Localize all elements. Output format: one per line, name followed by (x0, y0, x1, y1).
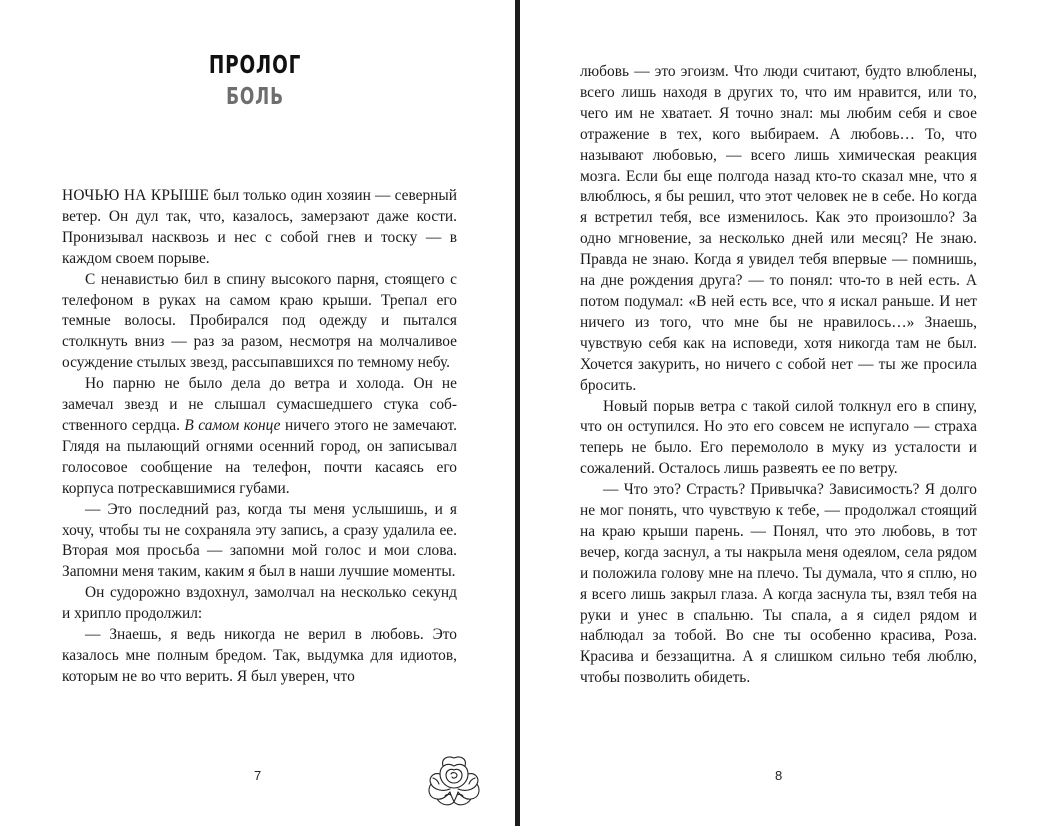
paragraph-text: ничего этого не замечают. Глядя на пылающий огнями осенний город, он записывал голосовое сообщение на телефон, почти касаясь его корпуса потрескавшимися губами. (62, 416, 457, 497)
page-number: 8 (775, 768, 783, 783)
paragraph: любовь — это эгоизм. Что люди считают, будто влюблены, всего лишь находя в других то, что им нравится, или то, чего им не хватает. Я точно знал: мы любим себя и свое отражение в тех, кого выбираем. А любовь… То, что называют любовью, — всего лишь химическая реакция мозга. Если бы еще полгода назад кто-то сказал мне, что я влюблюсь, я бы решил, что этот человек не в себе. Но когда я встретил тебя, все изменилось. Как это произошло? За одно мгновение, за несколько дней или месяц? Не знаю. Правда не знаю. Когда я увидел тебя впервые — помнишь, на дне рождения друга? — то понял: что-то в ней есть. А потом подумал: «В ней есть все, что я искал раньше. И нет ничего из того, что мне бы не нравилось…» Знаешь, чувствую себя как на исповеди, хотя никогда там не был. Хочется закурить, но ничего с собой нет — ты же просила бросить. (580, 63, 977, 394)
paragraph: — Что это? Страсть? Привычка? Зависимость? Я долго не мог понять, что чувствую к тебе, — продолжал стоящий на краю крыши парень. — Понял, что это любовь, в тот вечер, когда заснул, а ты накрыла меня одеялом, села рядом и положила голову мне на плечо. Ты думала, что я сплю, но я всего лишь закрыл глаза. А когда заснула ты, взял тебя на руки и унес в спальню. Ты спала, а я сидел рядом и наблюдал за тобой. Во сне ты особенно красива, Роза. Красива и беззащитна. А я слишком сильно тебя люблю, чтобы позволить обидеть. (580, 481, 977, 687)
page-number: 7 (254, 768, 262, 783)
paragraph-text: Но парню не было дела до ветра и холода. Он не замечал звезд и не слышал сумасшедшего стука собственного сердца. (62, 375, 457, 434)
lead-in: НОЧЬЮ НА КРЫШЕ (62, 187, 210, 204)
paragraph: С ненавистью бил в спину высокого парня, стоящего с телефоном в руках на самом краю крыши. Трепал его темные волосы. Пробирался под одежду и пытался столкнуть вниз — раз за разом, несмотря на молчаливое осуждение стылых звезд, рассыпавшихся по темному небу. (62, 270, 457, 372)
right-page (521, 0, 1037, 826)
rose-icon (423, 752, 485, 810)
left-page (0, 0, 515, 826)
paragraph: Новый порыв ветра с такой силой толкнул его в спину, что он оступился. Но это его совсем не испугало — страха теперь не было. Его перемололо в муку из усталости и сожалений. Осталось лишь развеять ее по ветру. (580, 397, 977, 478)
paragraph (62, 186, 457, 270)
paragraph: — Это последний раз, когда ты меня услышишь, и я хочу, чтобы ты не сохраняла эту запись, а сразу удалила ее. Вторая моя просьба — запомни мой голос и мои слова. Запомни меня таким, каким я был в наши лучшие моменты. (62, 500, 457, 581)
book-gutter (515, 0, 520, 826)
chapter-title: ПРОЛОГ (208, 50, 302, 79)
paragraph: — Знаешь, я ведь никогда не верил в любовь. Это казалось мне полным бредом. Так, выдумка для идиотов, которым не во что верить. Я был уверен, что (62, 626, 457, 685)
right-page-text (580, 62, 977, 689)
left-page-text (62, 186, 457, 688)
paragraph: Он судорожно вздохнул, замолчал на несколько секунд и хрипло продолжил: (62, 584, 457, 623)
paragraph-text: был только один хозяин — северный ветер. Он дул так, что, казалось, замерзают даже кости. Пронизывал насквозь и нес с собой гнев и тоску — в каждом своем порыве. (62, 187, 457, 267)
italic-phrase: В самом конце (184, 416, 281, 434)
paragraph (62, 374, 457, 499)
chapter-subtitle: БОЛЬ (226, 84, 284, 110)
